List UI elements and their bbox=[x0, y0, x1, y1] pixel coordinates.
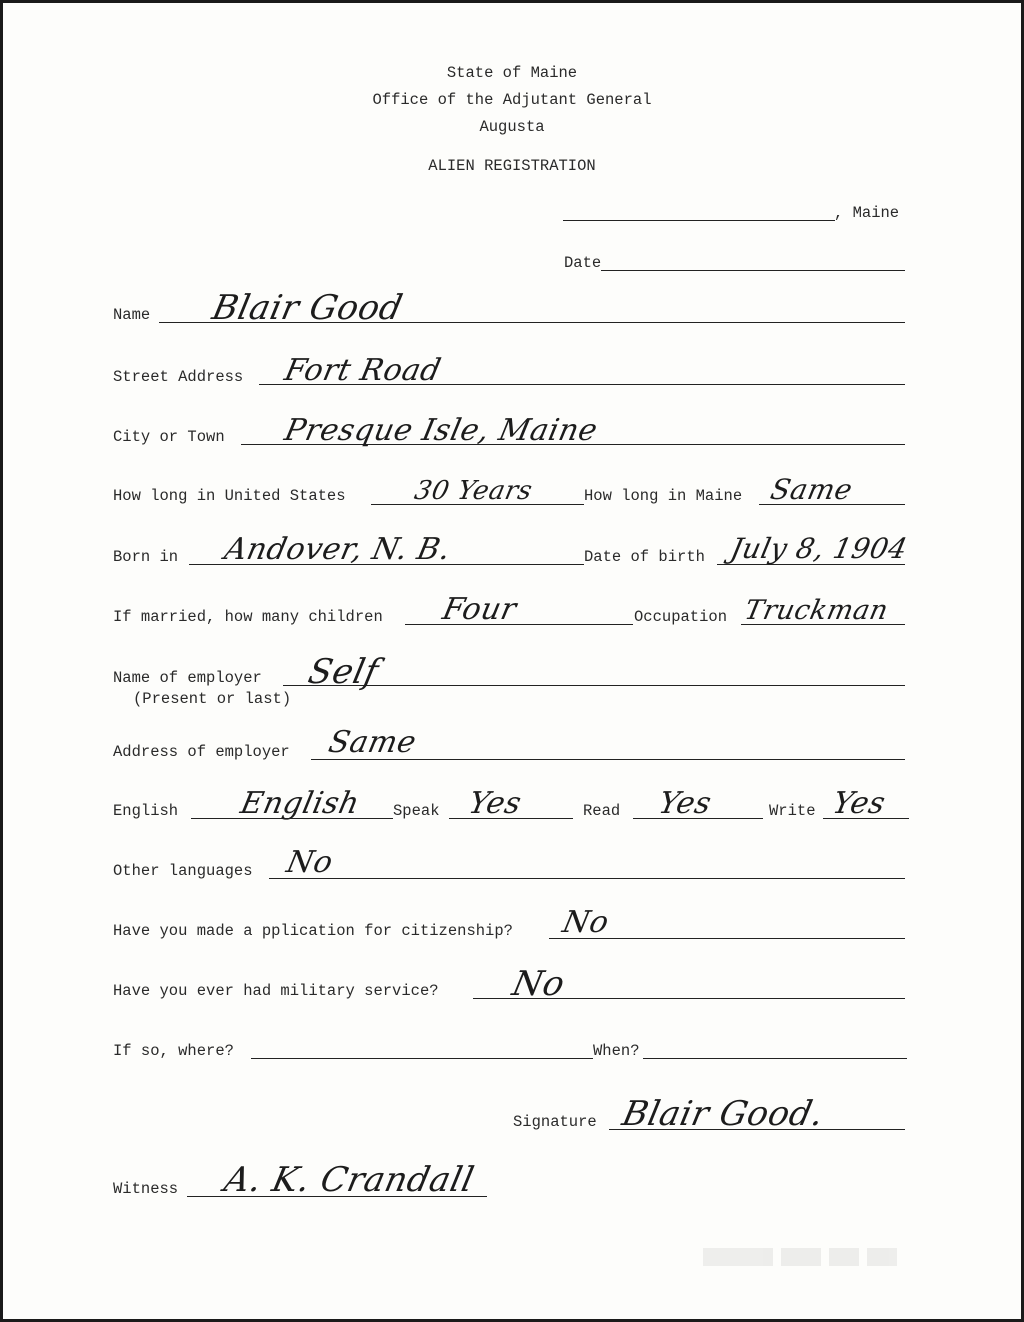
citizenship-label: Have you made a pplication for citizenship? bbox=[113, 922, 513, 940]
employer-address-value: Same bbox=[325, 725, 420, 760]
faded-stamp bbox=[703, 1248, 953, 1278]
header-state: State of Maine bbox=[446, 64, 578, 82]
header-office: Office of the Adjutant General bbox=[372, 91, 652, 109]
maine-suffix: , Maine bbox=[834, 204, 900, 222]
dob-value: July 8, 1904 bbox=[727, 532, 911, 565]
witness-label: Witness bbox=[113, 1180, 179, 1198]
military-label: Have you ever had military service? bbox=[113, 982, 439, 1000]
street-label: Street Address bbox=[113, 368, 244, 386]
english-label: English bbox=[113, 802, 179, 820]
employer-address-label: Address of employer bbox=[113, 743, 290, 761]
read-label: Read bbox=[583, 802, 621, 820]
how-long-us-label: How long in United States bbox=[113, 487, 346, 505]
when-line bbox=[643, 1058, 907, 1059]
where-label: If so, where? bbox=[113, 1042, 234, 1060]
date-label: Date bbox=[564, 254, 602, 272]
employer-name-label: Name of employer bbox=[113, 669, 262, 687]
street-value: Fort Road bbox=[281, 353, 445, 388]
speak-value: Yes bbox=[465, 786, 525, 821]
city-label: City or Town bbox=[113, 428, 225, 446]
form-title: ALIEN REGISTRATION bbox=[428, 157, 596, 175]
witness-value: A. K. Crandall bbox=[220, 1160, 478, 1200]
how-long-maine-value: Same bbox=[767, 473, 856, 506]
other-languages-line bbox=[269, 878, 905, 879]
read-value: Yes bbox=[655, 786, 715, 821]
employer-name-line bbox=[283, 685, 905, 686]
born-in-label: Born in bbox=[113, 548, 179, 566]
employer-name-sublabel: (Present or last) bbox=[133, 690, 292, 708]
signature-value: Blair Good. bbox=[618, 1094, 828, 1134]
registration-form bbox=[3, 3, 1021, 1319]
born-in-value: Andover, N. B. bbox=[221, 532, 454, 567]
how-long-us-value: 30 Years bbox=[411, 476, 536, 506]
employer-name-value: Self bbox=[304, 652, 383, 692]
date-line bbox=[601, 270, 905, 271]
occupation-value: Truckman bbox=[741, 595, 892, 626]
where-line bbox=[251, 1058, 593, 1059]
speak-label: Speak bbox=[393, 802, 440, 820]
children-value: Four bbox=[439, 592, 520, 627]
military-value: No bbox=[508, 964, 569, 1004]
how-long-maine-label: How long in Maine bbox=[584, 487, 743, 505]
citizenship-value: No bbox=[559, 905, 613, 940]
other-languages-label: Other languages bbox=[113, 862, 253, 880]
name-value: Blair Good bbox=[208, 288, 407, 328]
header-city: Augusta bbox=[479, 118, 545, 136]
children-label: If married, how many children bbox=[113, 608, 383, 626]
write-label: Write bbox=[769, 802, 816, 820]
city-value: Presque Isle, Maine bbox=[281, 413, 601, 448]
town-line bbox=[563, 220, 835, 221]
english-value: English bbox=[237, 786, 363, 821]
dob-label: Date of birth bbox=[584, 548, 705, 566]
occupation-label: Occupation bbox=[634, 608, 728, 626]
signature-label: Signature bbox=[513, 1113, 597, 1131]
write-value: Yes bbox=[829, 786, 889, 821]
name-label: Name bbox=[113, 306, 151, 324]
when-label: When? bbox=[593, 1042, 640, 1060]
other-languages-value: No bbox=[283, 845, 337, 880]
